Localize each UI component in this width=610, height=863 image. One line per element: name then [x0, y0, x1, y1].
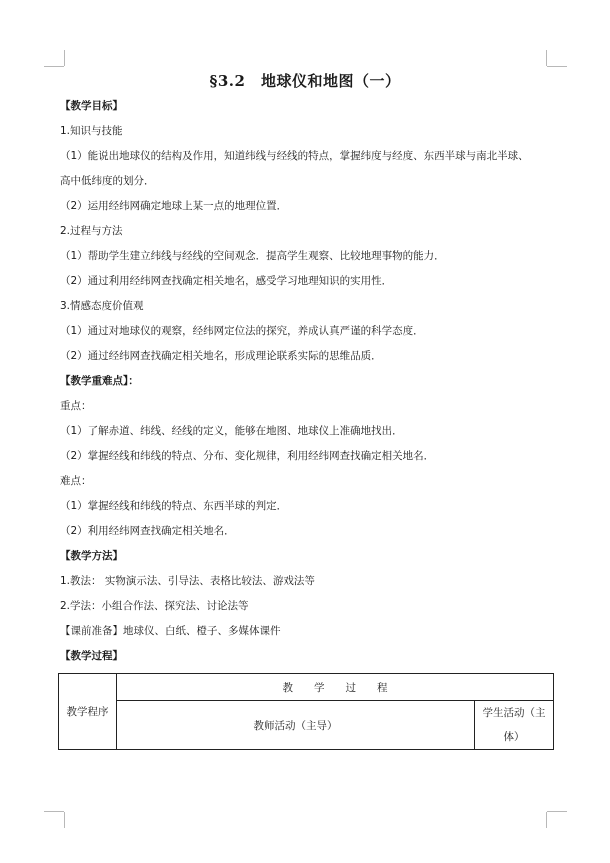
body-line: （1）掌握经线和纬线的特点、东西半球的判定．: [60, 500, 288, 512]
body-line: 2.过程与方法: [60, 225, 123, 237]
crop-mark-bottom-left-h: [44, 811, 64, 812]
crop-mark-top-left-v: [64, 50, 65, 66]
body-line: （2）掌握经线和纬线的特点、分布、变化规律，利用经纬网查找确定相关地名．: [60, 450, 435, 462]
body-line: 1.教法： 实物演示法、引导法、表格比较法、游戏法等: [60, 575, 315, 587]
body-line: （1）能说出地球仪的结构及作用，知道纬线与经线的特点，掌握纬度与经度、东西半球与南北半球、: [60, 150, 529, 162]
student-activity-cell: 学生活动（主体）: [475, 701, 554, 750]
teaching-process-table: [58, 673, 554, 750]
body-line: 【教学方法】: [60, 550, 123, 562]
body-line: （1）帮助学生建立纬线与经线的空间观念．提高学生观察、比较地理事物的能力．: [60, 250, 445, 262]
body-line: 【课前准备】地球仪、白纸、橙子、多媒体课件: [60, 625, 281, 637]
body-line: 重点：: [60, 400, 92, 412]
body-line: （2）利用经纬网查找确定相关地名．: [60, 525, 235, 537]
document-body: [60, 94, 560, 669]
body-line: 难点：: [60, 475, 92, 487]
page-title: §3.2 地球仪和地图（一）: [209, 72, 401, 90]
teacher-activity-cell: 教师活动（主导）: [117, 701, 475, 750]
body-line: （1）了解赤道、纬线、经线的定义，能够在地图、地球仪上准确地找出．: [60, 425, 403, 437]
body-line: 【教学目标】: [60, 100, 123, 112]
body-line: 【教学过程】: [60, 650, 123, 662]
body-line: （2）通过经纬网查找确定相关地名，形成理论联系实际的思维品质．: [60, 350, 382, 362]
crop-mark-top-right-h: [547, 66, 567, 67]
teaching-program-cell: 教学程序: [59, 674, 117, 750]
body-line: 3.情感态度价值观: [60, 300, 144, 312]
teaching-process-header: 教 学 过 程: [117, 674, 554, 701]
crop-mark-bottom-right-h: [547, 811, 567, 812]
body-line: 【教学重难点】：: [60, 375, 139, 387]
crop-mark-bottom-left-v: [64, 812, 65, 828]
crop-mark-bottom-right-v: [546, 812, 547, 828]
body-line: 1.知识与技能: [60, 125, 123, 137]
body-line: 高中低纬度的划分．: [60, 175, 155, 187]
crop-mark-top-left-h: [44, 66, 64, 67]
body-line: （1）通过对地球仪的观察，经纬网定位法的探究，养成认真严谨的科学态度．: [60, 325, 424, 337]
body-line: （2）运用经纬网确定地球上某一点的地理位置．: [60, 200, 288, 212]
body-line: 2.学法：小组合作法、探究法、讨论法等: [60, 600, 249, 612]
crop-mark-top-right-v: [546, 50, 547, 66]
body-line: （2）通过利用经纬网查找确定相关地名，感受学习地理知识的实用性．: [60, 275, 393, 287]
